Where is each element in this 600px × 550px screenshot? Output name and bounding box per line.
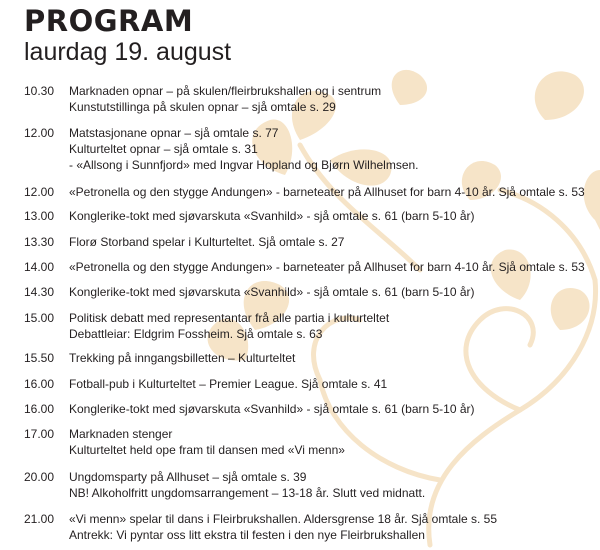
schedule-line: Florø Storband spelar i Kulturteltet. Sjå omtale s. 27	[69, 235, 345, 249]
schedule-description	[69, 234, 344, 250]
schedule-description	[69, 469, 425, 501]
schedule-line: Ungdomsparty på Allhuset – sjå omtale s. 39	[69, 470, 307, 484]
schedule-time: 14.30	[24, 285, 55, 299]
schedule-description	[69, 310, 389, 342]
schedule-time: 12.00	[24, 185, 55, 199]
schedule-line: Kulturteltet held ope fram til dansen med «Vi menn»	[69, 443, 345, 457]
schedule-line: Konglerike-tokt med sjøvarskuta «Svanhild» - sjå omtale s. 61 (barn 5-10 år)	[69, 285, 475, 299]
schedule-description	[69, 401, 475, 417]
schedule-time: 13.00	[24, 209, 55, 223]
schedule-time: 17.00	[24, 427, 55, 441]
schedule-time: 14.00	[24, 260, 55, 274]
schedule-time: 12.00	[24, 126, 55, 140]
schedule-line: Konglerike-tokt med sjøvarskuta «Svanhild» - sjå omtale s. 61 (barn 5-10 år)	[69, 209, 475, 223]
schedule-line: Matstasjonane opnar – sjå omtale s. 77	[69, 126, 279, 140]
schedule-description	[69, 284, 475, 300]
schedule-line: NB! Alkoholfritt ungdomsarrangement – 13-18 år. Slutt ved midnatt.	[69, 486, 426, 500]
schedule-time: 16.00	[24, 402, 55, 416]
schedule-line: Kulturteltet opnar – sjå omtale s. 31	[69, 142, 258, 156]
schedule-line: «Vi menn» spelar til dans i Fleirbrukshallen. Aldersgrense 18 år. Sjå omtale s. 55	[69, 512, 498, 526]
schedule-line: Marknaden stenger	[69, 427, 173, 441]
schedule-description	[69, 184, 585, 200]
schedule-description	[69, 350, 295, 366]
schedule-line: Antrekk: Vi pyntar oss litt ekstra til festen i den nye Fleirbrukshallen	[69, 528, 425, 542]
schedule-description	[69, 208, 475, 224]
schedule-description	[69, 426, 345, 458]
page-title: PROGRAM	[24, 4, 194, 38]
schedule-time: 21.00	[24, 512, 55, 526]
schedule-line: «Petronella og den stygge Andungen» - barneteater på Allhuset for barn 4-10 år. Sjå omtale s. 53	[69, 260, 585, 274]
schedule-line: Debattleiar: Eldgrim Fossheim. Sjå omtale s. 63	[69, 327, 323, 341]
schedule-line: Fotball-pub i Kulturteltet – Premier League. Sjå omtale s. 41	[69, 377, 388, 391]
schedule-time: 15.50	[24, 351, 55, 365]
schedule-line: Kunstutstillinga på skulen opnar – sjå omtale s. 29	[69, 100, 336, 114]
schedule-description	[69, 259, 585, 275]
schedule-time: 16.00	[24, 377, 55, 391]
schedule-description	[69, 125, 419, 173]
schedule-time: 10.30	[24, 84, 55, 98]
schedule-description	[69, 376, 387, 392]
schedule-time: 13.30	[24, 235, 55, 249]
schedule-line: Marknaden opnar – på skulen/fleirbrukshallen og i sentrum	[69, 84, 382, 98]
schedule-line: Konglerike-tokt med sjøvarskuta «Svanhild» - sjå omtale s. 61 (barn 5-10 år)	[69, 402, 475, 416]
schedule-line: - «Allsong i Sunnfjord» med Ingvar Hopland og Bjørn Wilhelmsen.	[69, 158, 419, 172]
schedule-description	[69, 511, 497, 543]
schedule-time: 20.00	[24, 470, 55, 484]
schedule-line: Politisk debatt med representantar frå alle partia i kulturteltet	[69, 311, 390, 325]
schedule-line: «Petronella og den stygge Andungen» - barneteater på Allhuset for barn 4-10 år. Sjå omtale s. 53	[69, 185, 585, 199]
page-date: laurdag 19. august	[24, 38, 232, 66]
schedule-time: 15.00	[24, 311, 55, 325]
schedule-line: Trekking på inngangsbilletten – Kulturteltet	[69, 351, 296, 365]
schedule-description	[69, 83, 381, 115]
